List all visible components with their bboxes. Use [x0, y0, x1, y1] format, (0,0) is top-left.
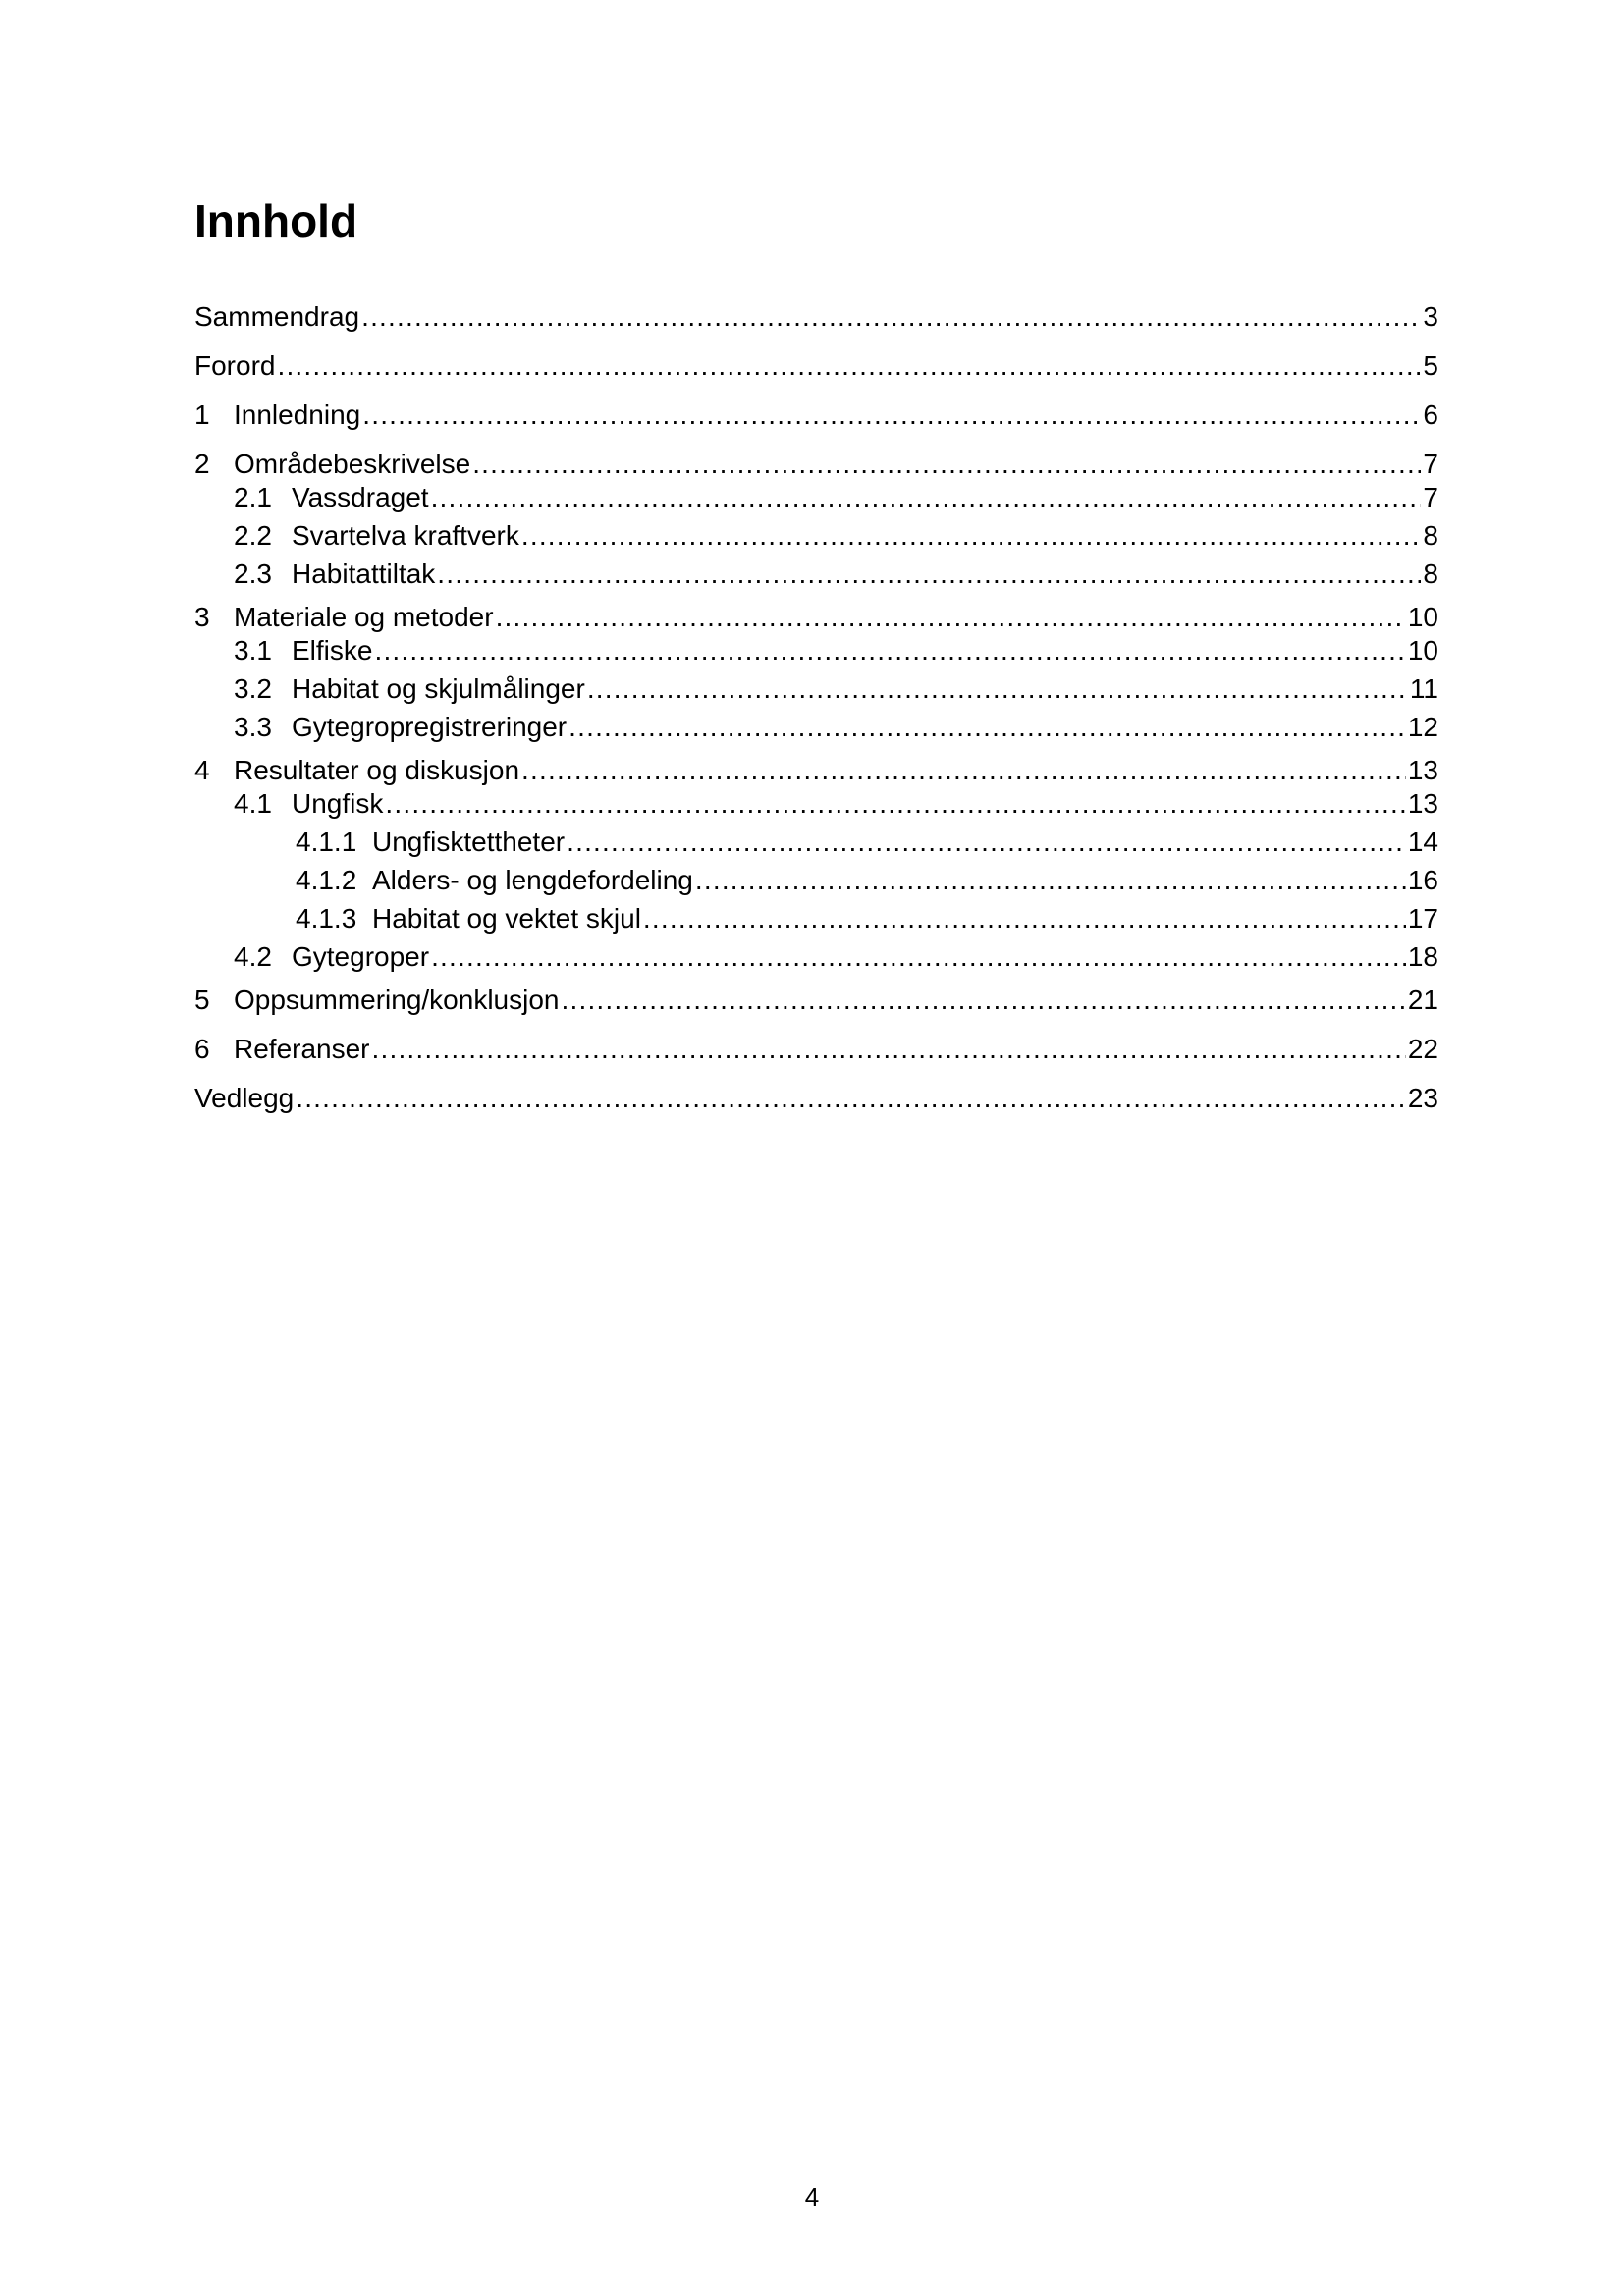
page-number: 4: [804, 2182, 820, 2212]
dot-leader: [385, 784, 1405, 823]
toc-entry-page: 12: [1407, 712, 1438, 742]
toc-entry-label: Elfiske: [292, 635, 373, 666]
toc-entry-number: 6: [194, 1034, 210, 1064]
toc-entry-label: Svartelva kraftverk: [292, 520, 519, 551]
toc-entry-page: 3: [1423, 301, 1438, 332]
toc-entry-number: 2.2: [234, 520, 272, 551]
table-of-contents: [194, 293, 1438, 1123]
toc-entry-number: 4.1.2: [296, 865, 357, 895]
toc-entry-label: Habitat og vektet skjul: [372, 903, 641, 934]
toc-entry-label: Forord: [194, 350, 276, 381]
dot-leader: [374, 631, 1405, 669]
toc-entry-label: Ungfisk: [292, 788, 384, 819]
dot-leader: [568, 708, 1406, 746]
toc-entry-number: 2.1: [234, 482, 272, 512]
toc-entry-page: 21: [1407, 985, 1438, 1015]
toc-entry-page: 17: [1407, 903, 1438, 934]
dot-leader: [562, 976, 1406, 1025]
toc-entry-number: 4.2: [234, 941, 272, 972]
toc-entry-label: Innledning: [234, 400, 361, 430]
toc-entry-page: 8: [1423, 559, 1438, 589]
toc-entry-oppsummering-konklusjon[interactable]: [194, 976, 1438, 1025]
toc-entry-sammendrag[interactable]: [194, 293, 1438, 342]
toc-entry-habitattiltak[interactable]: [194, 555, 1438, 593]
toc-entry-ungfisk[interactable]: [194, 784, 1438, 823]
dot-leader: [587, 669, 1408, 708]
toc-entry-number: 2: [194, 449, 210, 479]
dot-leader: [431, 478, 1422, 516]
toc-entry-label: Vedlegg: [194, 1083, 295, 1113]
toc-entry-page: 5: [1423, 350, 1438, 381]
toc-entry-page: 7: [1423, 482, 1438, 512]
dot-leader: [296, 1074, 1406, 1123]
dot-leader: [277, 342, 1421, 391]
toc-entry-innledning[interactable]: [194, 391, 1438, 440]
toc-entry-number: 3.3: [234, 712, 272, 742]
toc-entry-number: 3.2: [234, 673, 272, 704]
toc-entry-elfiske[interactable]: [194, 631, 1438, 669]
dot-leader: [431, 937, 1406, 976]
dot-leader: [643, 899, 1406, 937]
toc-entry-number: 1: [194, 400, 210, 430]
toc-entry-label: Alders- og lengdefordeling: [372, 865, 693, 895]
toc-entry-label: Resultater og diskusjon: [234, 755, 520, 785]
toc-entry-page: 13: [1407, 755, 1438, 785]
toc-entry-page: 14: [1407, 827, 1438, 857]
toc-entry-label: Materiale og metoder: [234, 602, 494, 632]
toc-entry-label: Habitattiltak: [292, 559, 436, 589]
toc-entry-label: Oppsummering/konklusjon: [234, 985, 560, 1015]
toc-entry-page: 16: [1407, 865, 1438, 895]
toc-entry-page: 7: [1423, 449, 1438, 479]
toc-entry-page: 23: [1407, 1083, 1438, 1113]
toc-entry-referanser[interactable]: [194, 1025, 1438, 1074]
toc-entry-page: 10: [1407, 635, 1438, 666]
toc-entry-ungfisktettheter[interactable]: [194, 823, 1438, 861]
toc-entry-alders-og-lengdefordeling[interactable]: [194, 861, 1438, 899]
toc-entry-page: 18: [1407, 941, 1438, 972]
toc-entry-vedlegg[interactable]: [194, 1074, 1438, 1123]
toc-entry-number: 4.1.3: [296, 903, 357, 934]
toc-entry-habitat-og-skjulmalinger[interactable]: [194, 669, 1438, 708]
toc-entry-gytegroper[interactable]: [194, 937, 1438, 976]
toc-entry-label: Gytegroper: [292, 941, 430, 972]
toc-entry-label: Referanser: [234, 1034, 370, 1064]
toc-entry-number: 4.1: [234, 788, 272, 819]
toc-entry-page: 13: [1407, 788, 1438, 819]
toc-entry-label: Ungfisktettheter: [372, 827, 566, 857]
toc-entry-gytegropregistreringer[interactable]: [194, 708, 1438, 746]
toc-entry-page: 22: [1407, 1034, 1438, 1064]
dot-leader: [695, 861, 1406, 899]
toc-entry-page: 8: [1423, 520, 1438, 551]
toc-entry-number: 4.1.1: [296, 827, 357, 857]
toc-entry-page: 6: [1423, 400, 1438, 430]
toc-entry-number: 5: [194, 985, 210, 1015]
toc-entry-svartelva-kraftverk[interactable]: [194, 516, 1438, 555]
toc-entry-number: 3: [194, 602, 210, 632]
toc-entry-vassdraget[interactable]: [194, 478, 1438, 516]
toc-entry-label: Habitat og skjulmålinger: [292, 673, 585, 704]
dot-leader: [361, 293, 1421, 342]
toc-entry-number: 3.1: [234, 635, 272, 666]
toc-entry-habitat-og-vektet-skjul[interactable]: [194, 899, 1438, 937]
toc-entry-number: 4: [194, 755, 210, 785]
toc-heading: Innhold: [194, 195, 358, 246]
toc-entry-label: Vassdraget: [292, 482, 429, 512]
toc-entry-page: 10: [1407, 602, 1438, 632]
dot-leader: [372, 1025, 1406, 1074]
toc-entry-page: 11: [1409, 673, 1438, 704]
toc-entry-number: 2.3: [234, 559, 272, 589]
toc-entry-forord[interactable]: [194, 342, 1438, 391]
toc-entry-label: Områdebeskrivelse: [234, 449, 471, 479]
dot-leader: [437, 555, 1421, 593]
dot-leader: [521, 516, 1422, 555]
toc-entry-label: Gytegropregistreringer: [292, 712, 568, 742]
toc-entry-label: Sammendrag: [194, 301, 360, 332]
dot-leader: [362, 391, 1421, 440]
dot-leader: [567, 823, 1406, 861]
